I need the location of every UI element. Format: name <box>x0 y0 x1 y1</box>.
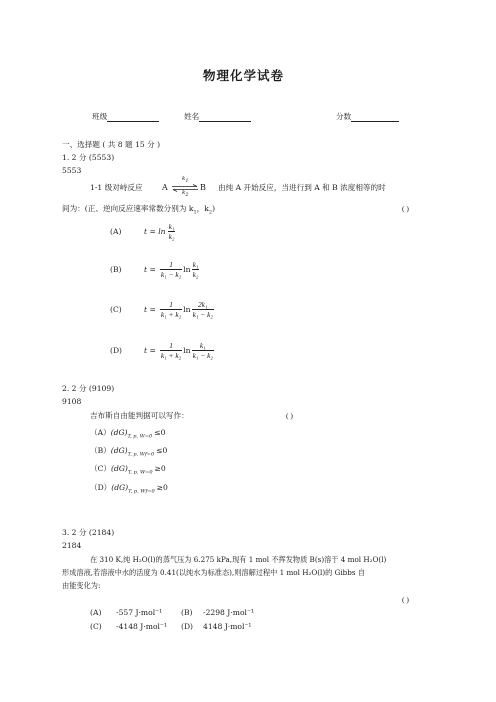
score-label: 分数 <box>336 112 352 121</box>
q2-option-c[interactable]: $(C)(dG)_{T, p, W=0} \ge 0$ <box>90 464 166 476</box>
q3-option-a-label: (A) <box>90 608 102 617</box>
q1-option-c-ln: ln <box>183 304 191 314</box>
q1-option-a-lhs: t = ln <box>144 226 166 236</box>
score-blank[interactable] <box>351 112 399 122</box>
q1-text-a: 1-1 级对峙反应 <box>90 183 143 192</box>
q1-option-b-fraction-1: $\frac{1}{\text{k₁ − k₂}}$ <box>160 260 182 279</box>
q1-option-c-label: (C) <box>110 304 122 314</box>
q1-option-d[interactable] <box>110 341 214 360</box>
q2-option-b[interactable]: $(B)(dG)_{T, p, Wf=0} \le 0$ <box>90 446 168 458</box>
q2-option-b-label: （B） <box>90 446 111 455</box>
q1-answer-paren[interactable]: ( ) <box>402 204 409 213</box>
page-title: 物理化学试卷 <box>203 68 285 83</box>
q3-line2: 形成溶液,若溶液中水的活度为 0.41(以纯水为标准态),则溶解过程中 1 mol H₂O(l)的 Gibbs 自 <box>62 568 366 577</box>
q3-answer-paren[interactable]: ( ) <box>402 595 409 604</box>
class-blank[interactable] <box>107 112 159 122</box>
q2-option-a[interactable]: $(A)(dG)_{T, p, W=0} \le 0$ <box>90 428 166 440</box>
q1-code: 5553 <box>62 166 82 175</box>
q1-option-c-fraction-1: $\frac{1}{\text{k₁ + k₂}}$ <box>160 300 182 319</box>
class-label: 班级 <box>92 112 108 121</box>
q2-option-c-label: （C） <box>90 464 111 473</box>
score-field <box>336 112 399 122</box>
q1-option-d-fraction-2: $\frac{\text{k₁}}{\text{k₁ − k₂}}$ <box>192 341 213 360</box>
name-label: 姓名 <box>184 112 200 121</box>
reaction-equation <box>162 176 210 198</box>
q3-option-d-label: (D) <box>181 622 194 631</box>
q1-option-a[interactable] <box>110 222 175 241</box>
q1-option-b-lhs: t = <box>144 264 156 274</box>
name-field <box>184 112 251 122</box>
q1-option-b-label: (B) <box>110 264 122 274</box>
q3-line1: 在 310 K,纯 H₂O(l)的蒸气压为 6.275 kPa,现有 1 mol 不挥发物质 B(s)溶于 4 mol H₂O(l) <box>90 555 387 564</box>
q3-option-d[interactable]: (D) 4148 J·mol⁻¹ <box>181 622 252 631</box>
k-bottom-label: $k_2$ <box>182 190 189 199</box>
q1-option-d-ln: ln <box>183 345 191 355</box>
name-blank[interactable] <box>199 112 251 122</box>
q2-option-d[interactable]: $(D)(dG)_{T, p, Wf=0} \ge 0$ <box>90 483 168 495</box>
q2-code: 9108 <box>62 397 82 406</box>
q2-number: 2. 2 分 (9109) <box>62 384 115 393</box>
q1-option-c-lhs: t = <box>144 304 156 314</box>
q1-option-d-label: (D) <box>110 345 123 355</box>
class-field <box>92 112 159 122</box>
q3-option-a[interactable]: (A) -557 J·mol⁻¹ <box>90 608 163 617</box>
q1-text-b: 由纯 A 开始反应，当进行到 A 和 B 浓度相等的时 <box>218 183 386 192</box>
q3-option-b-label: (B) <box>181 608 193 617</box>
q3-line3: 由能变化为: <box>62 581 101 590</box>
q1-option-b-fraction-2: $\frac{\text{k₁}}{\text{k₂}}$ <box>192 260 199 279</box>
q1-option-c[interactable] <box>110 300 214 319</box>
section-heading: 一、选择题 ( 共 8 题 15 分 ) <box>62 140 161 149</box>
q1-option-b[interactable] <box>110 260 199 279</box>
q2-text: 吉布斯自由能判据可以写作： <box>90 411 189 420</box>
q1-option-a-label: (A) <box>110 226 122 236</box>
q3-option-b[interactable]: (B) -2298 J·mol⁻¹ <box>181 608 255 617</box>
q3-option-c-label: (C) <box>90 622 102 631</box>
k-top-label: $k_1$ <box>182 176 189 185</box>
q2-option-d-label: （D） <box>90 483 112 492</box>
q1-option-d-lhs: t = <box>144 345 156 355</box>
q1-option-b-ln: ln <box>183 264 191 274</box>
q3-number: 3. 2 分 (2184) <box>62 528 115 537</box>
q3-code: 2184 <box>62 541 82 550</box>
q1-option-d-fraction-1: $\frac{1}{\text{k₁ + k₂}}$ <box>160 341 182 360</box>
q3-option-c[interactable]: (C) -4148 J·mol⁻¹ <box>90 622 168 631</box>
q2-option-a-label: （A） <box>90 428 111 437</box>
q2-answer-paren[interactable]: ( ) <box>286 411 293 420</box>
q1-line2: 间为：(正、逆向反应速率常数分别为 $k_1$，$k_2$) <box>62 204 216 216</box>
q1-option-c-fraction-2: $\frac{\text{2k₁}}{\text{k₁ − k₂}}$ <box>192 300 213 319</box>
q1-number: 1. 2 分 (5553) <box>62 153 115 162</box>
q1-option-a-fraction: $\frac{\text{k₁}}{\text{k₂}}$ <box>168 222 175 241</box>
reaction-left: A <box>162 183 168 192</box>
reaction-right: B <box>200 183 206 192</box>
